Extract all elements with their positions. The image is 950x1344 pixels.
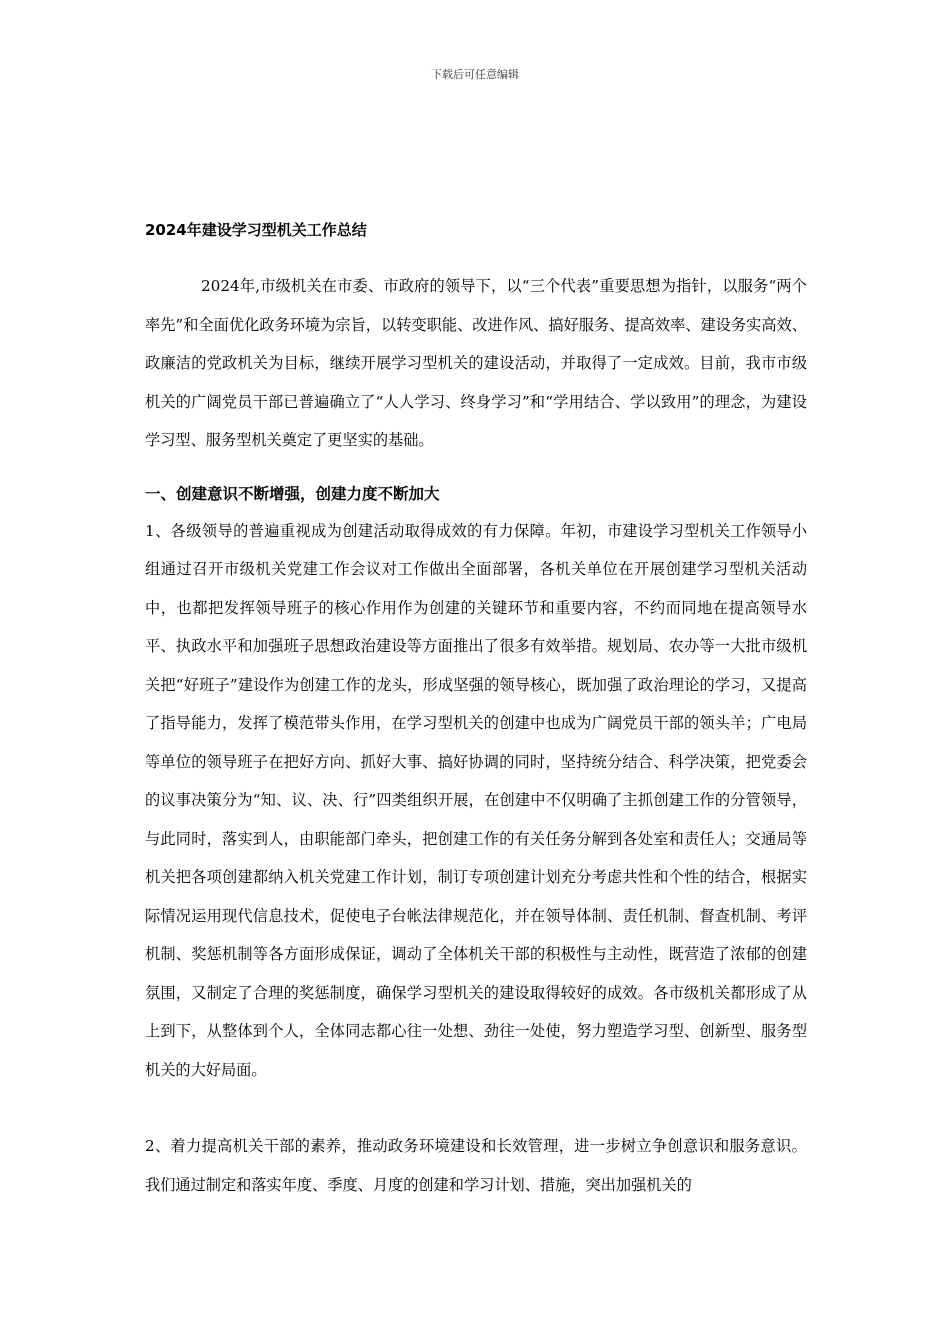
paragraph-2-body: 我们通过制定和落实年度、季度、月度的创建和学习计划、措施，突出加强机关的 bbox=[145, 1175, 692, 1194]
document-title: 2024年建设学习型机关工作总结 bbox=[145, 221, 367, 239]
document-body bbox=[145, 218, 807, 1204]
paragraph-1-body: 年初，市建设学习型机关工作领导小组通过召开市级机关党建工作会议对工作做出全面部署，各机关单位在开展创建学习型机关活动中，也都把发挥领导班子的核心作用作为创建的关键环节和重要内容，不约而同地在提高领导水平、执政水平和加强班子思想政治建设等方面推出了很多有效举措。规划局、农办等一大批市级机关把“好班子”建设作为创建工作的龙头，形成坚强的领导核心，既加强了政治理论的学习，又提高了指导能力，发挥了模范带头作用，在学习型机关的创建中也成为广阔党员干部的领头羊；广电局等单位的领导班子在把好方向、抓好大事、搞好协调的同时，坚持统分结合、科学决策，把党委会的议事决策分为“知、议、决、行”四类组织开展，在创建中不仅明确了主抓创建工作的分管领导，与此同时，落实到人，由职能部门牵头，把创建工作的有关任务分解到各处室和责任人；交通局等机关把各项创建都纳入机关党建工作计划，制订专项创建计划充分考虑共性和个性的结合，根据实际情况运用现代信息技术，促使电子台帐法律规范化，并在领导体制、责任机制、督查机制、考评机制、奖惩机制等各方面形成保证，调动了全体机关干部的积极性与主动性，既营造了浓郁的创建氛围，又制定了合理的奖惩制度，确保学习型机关的建设取得较好的成效。各市级机关都形成了从上到下，从整体到个人，全体同志都心往一处想、劲往一处使，努力塑造学习型、创新型、服务型机关的大好局面。 bbox=[145, 521, 807, 1079]
section-1-heading: 一、创建意识不断增强，创建力度不断加大 bbox=[145, 484, 440, 503]
page-header-note: 下载后可任意编辑 bbox=[431, 68, 519, 81]
section-1-paragraph-2 bbox=[145, 1127, 807, 1204]
paragraph-2-lead: 2、着力提高机关干部的素养，推动政务环境建设和长效管理，进一步树立争创意识和服务意识。 bbox=[145, 1137, 807, 1155]
intro-paragraph: 2024年,市级机关在市委、市政府的领导下，以“三个代表”重要思想为指针，以服务“两个率先”和全面优化政务环境为宗旨，以转变职能、改进作风、搞好服务、提高效率、建设务实高效、政廉洁的党政机关为目标，继续开展学习型机关的建设活动，并取得了一定成效。目前，我市市级机关的广阔党员干部已普遍确立了“人人学习、终身学习”和“学用结合、学以致用”的理念，为建设学习型、服务型机关奠定了更坚实的基础。 bbox=[145, 277, 807, 449]
paragraph-1-lead: 1、各级领导的普遍重视成为创建活动取得成效的有力保障。 bbox=[145, 521, 561, 540]
section-1-paragraph-1 bbox=[145, 512, 807, 1090]
